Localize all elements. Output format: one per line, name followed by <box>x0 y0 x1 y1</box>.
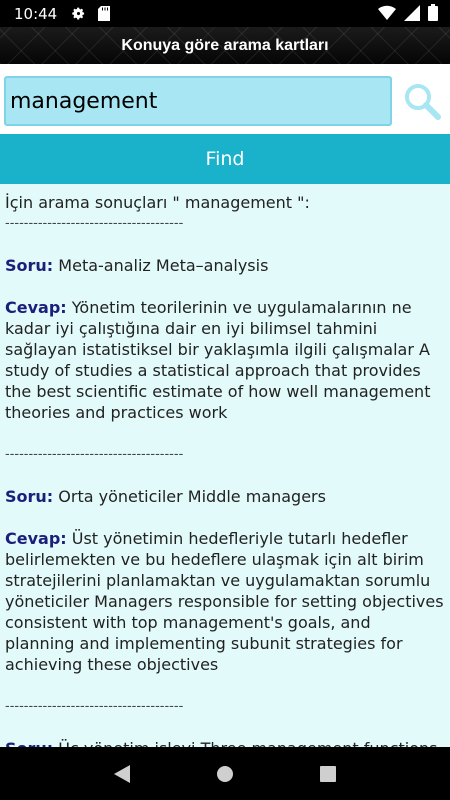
settings-gear-icon <box>71 6 86 21</box>
recents-square-icon <box>320 766 336 782</box>
status-bar <box>0 0 450 27</box>
app-title-bar <box>0 27 450 65</box>
system-nav-bar <box>0 747 450 800</box>
question-text: Meta-analiz Meta–analysis <box>53 256 269 275</box>
answer <box>5 297 445 423</box>
answer-label: Cevap: <box>5 298 67 317</box>
search-area <box>0 64 450 134</box>
home-button[interactable] <box>205 754 245 794</box>
divider: -------------------------------------- <box>5 699 184 714</box>
question <box>5 486 445 507</box>
battery-icon <box>428 4 438 21</box>
search-input[interactable] <box>4 76 392 126</box>
divider: -------------------------------------- <box>5 447 184 462</box>
results-intro: İçin arama sonuçları " management ": <box>5 193 310 212</box>
result-card[interactable] <box>5 255 445 423</box>
answer-text: Üst yönetimin hedefleriyle tutarlı hedefler belirlemekten ve bu hedeflere ulaşmak için alt birim stratejilerini planlamaktan ve uygulamaktan sorumlu yöneticiler Managers responsible for setting objectives consistent with top management's goals, and planning and implementing subunit strategies for achieving these objectives <box>5 529 444 674</box>
question <box>5 255 445 276</box>
home-circle-icon <box>216 765 234 783</box>
answer-text: Yönetim teorilerinin ve uygulamalarının ne kadar iyi çalıştığına dair en iyi bilimsel tahmini sağlayan istatistiksel bir yaklaşımla ilgili çalışmalar A study of studies a statistical approach that provides the best scientific estimate of how well management theories and practices work <box>5 298 431 422</box>
recents-button[interactable] <box>308 754 348 794</box>
signal-icon <box>404 5 420 21</box>
status-icons-right <box>378 4 438 21</box>
wifi-icon <box>378 5 396 21</box>
answer-label: Cevap: <box>5 529 67 548</box>
sd-card-icon <box>98 6 110 21</box>
find-button[interactable]: Find <box>0 134 450 184</box>
answer <box>5 528 445 675</box>
result-card[interactable] <box>5 486 445 675</box>
search-icon <box>402 81 442 121</box>
divider: -------------------------------------- <box>5 216 184 231</box>
search-results <box>0 184 450 747</box>
status-time: 10:44 <box>14 4 58 23</box>
back-triangle-icon <box>114 765 130 783</box>
question-label: Soru: <box>5 487 54 506</box>
back-button[interactable] <box>102 754 142 794</box>
page-title: Konuya göre arama kartları <box>121 36 329 54</box>
status-icons-left <box>71 6 110 21</box>
search-button[interactable] <box>396 76 448 126</box>
question-label: Soru: <box>5 256 54 275</box>
question-text: Orta yöneticiler Middle managers <box>53 487 326 506</box>
